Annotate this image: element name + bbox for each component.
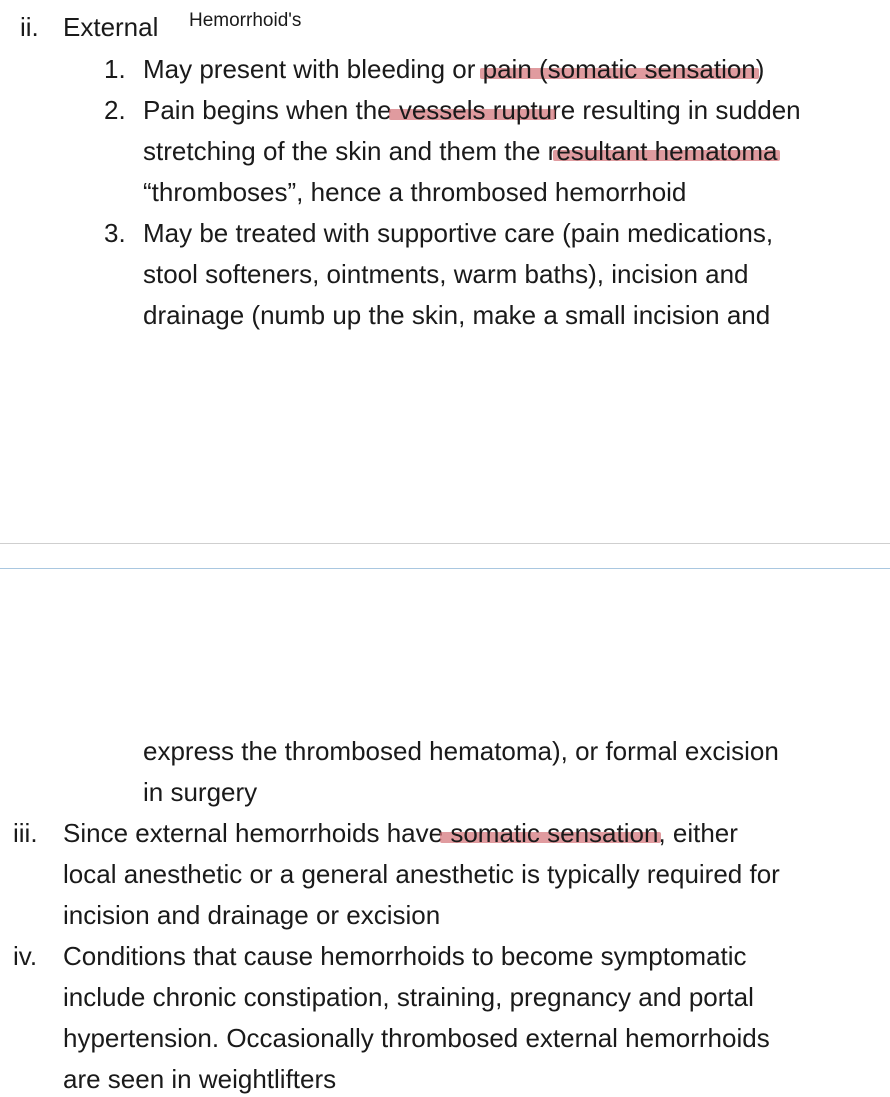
list-marker-iii: iii. (13, 818, 38, 848)
sub-item-2-line-3: “thromboses”, hence a thrombosed hemorrhoid (143, 177, 687, 207)
page-break-divider (0, 543, 890, 544)
text-segment: re resulting in sudden (552, 95, 801, 125)
text-segment: Pain begins when the (143, 95, 392, 125)
highlight-somatic-sensation: somatic sensation (443, 818, 659, 848)
text-segment: May present with bleeding or (143, 54, 483, 84)
list-marker-3: 3. (104, 218, 126, 248)
item-iv-line-2: include chronic constipation, straining, pregnancy and portal (63, 982, 754, 1012)
handwritten-annotation: Hemorrhoid's (189, 10, 302, 31)
page-break-divider (0, 568, 890, 569)
sub-item-3-line-1: May be treated with supportive care (pain medications, (143, 218, 774, 248)
item-iv-line-1: Conditions that cause hemorrhoids to become symptomatic (63, 941, 747, 971)
sub-item-3-line-5: in surgery (143, 777, 258, 807)
text-segment: Since external hemorrhoids have (63, 818, 444, 848)
item-iv-line-3: hypertension. Occasionally thrombosed external hemorrhoids (63, 1023, 770, 1053)
sub-item-3-line-2: stool softeners, ointments, warm baths), incision and (143, 259, 749, 289)
highlight-resultant-hematoma: esultant hematoma (556, 136, 778, 166)
item-iv-line-4: are seen in weightlifters (63, 1064, 337, 1094)
list-marker-2: 2. (104, 95, 126, 125)
text-segment: stretching of the skin and them the r (143, 136, 557, 166)
list-marker-ii: ii. (20, 12, 39, 42)
list-marker-iv: iv. (13, 941, 38, 971)
text-segment: ) (755, 54, 765, 84)
sub-item-3-line-4: express the thrombosed hematoma), or formal excision (143, 736, 779, 766)
text-segment: , either (658, 818, 738, 848)
item-iii-line-1 (63, 816, 738, 850)
highlight-vessels-rupture: vessels ruptu (391, 95, 553, 125)
item-iii-line-2: local anesthetic or a general anesthetic is typically required for (63, 859, 780, 889)
highlight-pain-somatic-sensation: pain (somatic sensation (482, 54, 756, 84)
sub-item-1-line-1 (143, 52, 764, 86)
sub-item-2-line-2 (143, 134, 777, 168)
sub-item-2-line-1 (143, 93, 801, 127)
item-ii-title: External (63, 12, 159, 42)
sub-item-3-line-3: drainage (numb up the skin, make a small incision and (143, 300, 771, 330)
list-marker-1: 1. (104, 54, 126, 84)
item-iii-line-3: incision and drainage or excision (63, 900, 441, 930)
